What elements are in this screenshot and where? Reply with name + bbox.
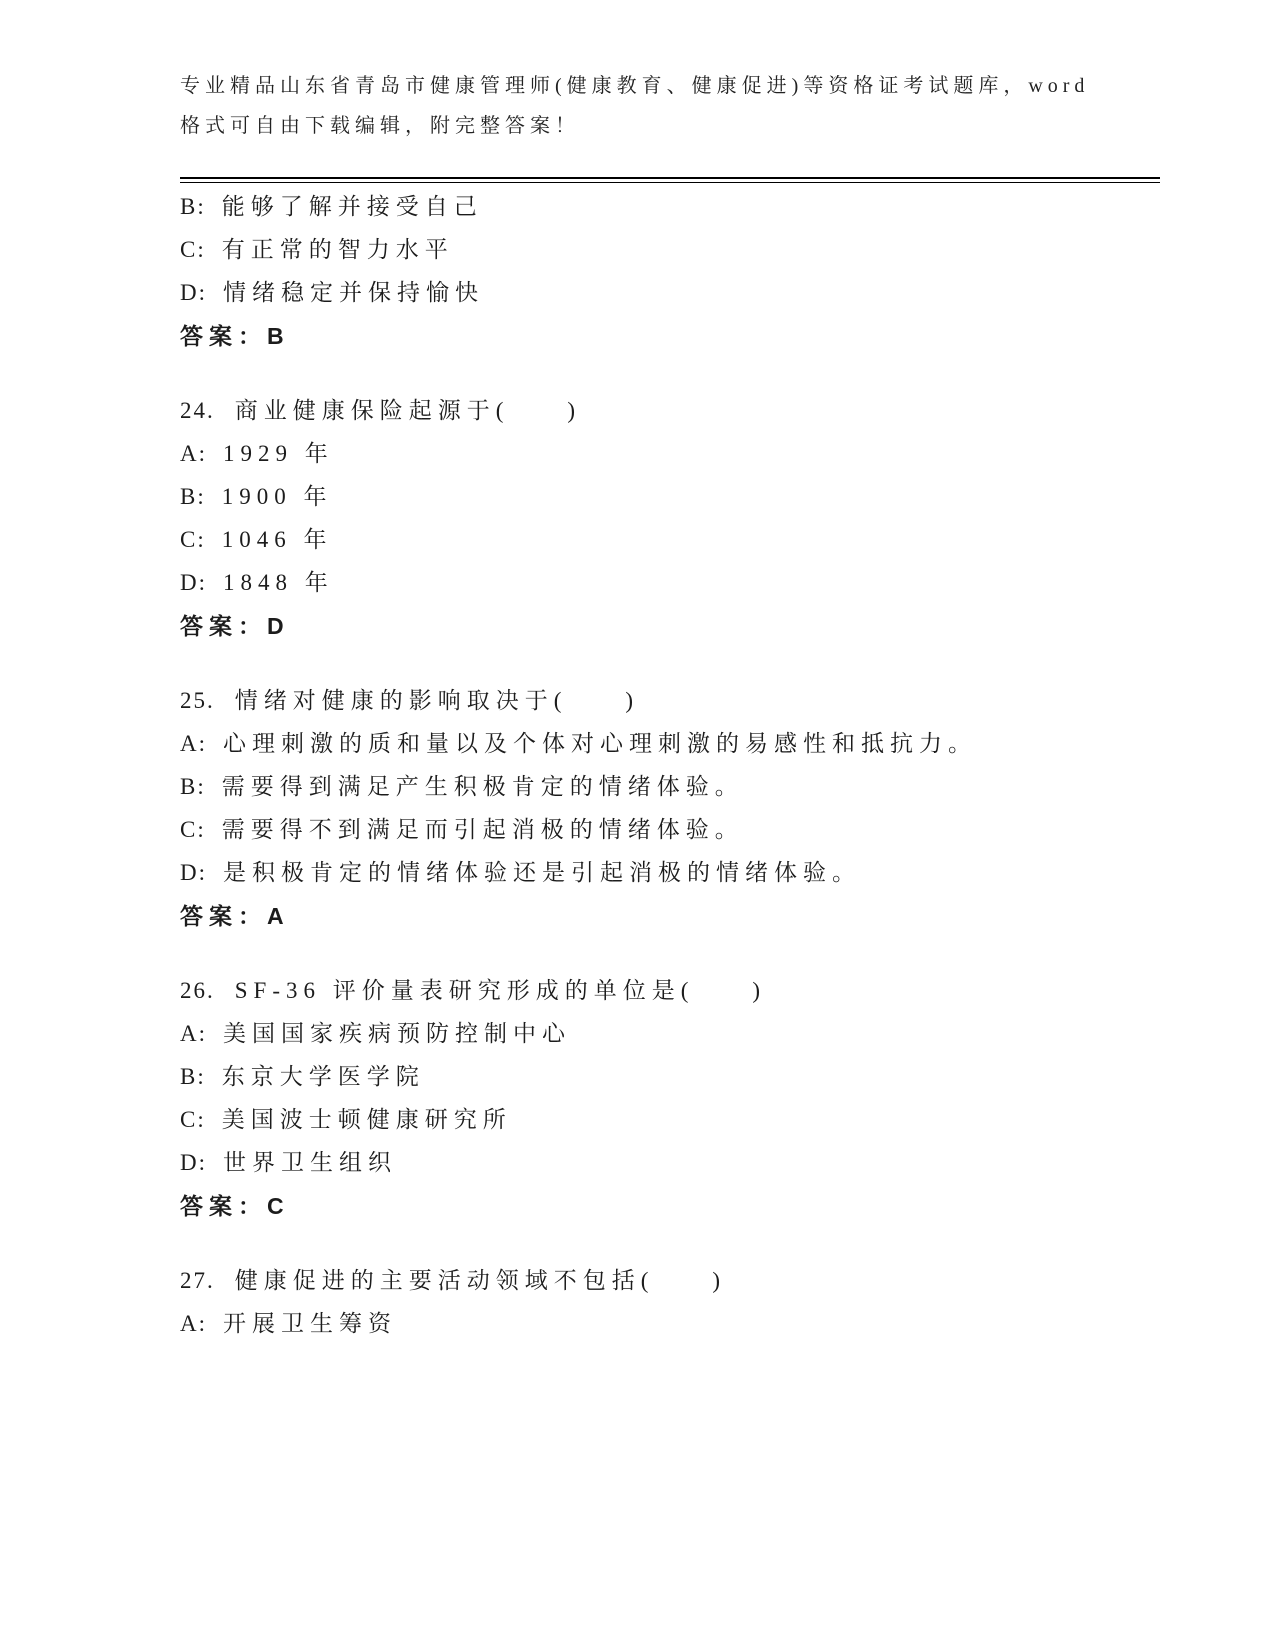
option-label: C:: [180, 527, 206, 552]
option-line: [180, 729, 1164, 759]
question-block: [180, 1266, 1164, 1339]
answer-value: D: [267, 613, 286, 639]
question-number: 26.: [180, 978, 215, 1003]
option-label: C:: [180, 237, 206, 262]
option-text: 开展卫生筹资: [223, 1311, 397, 1336]
option-line: [180, 1062, 1164, 1092]
option-label: C:: [180, 817, 206, 842]
option-line: [180, 278, 1164, 308]
option-line: [180, 858, 1164, 888]
option-label: A:: [180, 441, 207, 466]
answer-line: [180, 611, 1164, 641]
question-title: [180, 976, 1164, 1006]
header-line-1: 专业精品山东省青岛市健康管理师(健康教育、健康促进)等资格证考试题库，word: [180, 75, 1090, 97]
option-line: [180, 1148, 1164, 1178]
option-line: [180, 439, 1164, 469]
header-rule: [180, 177, 1160, 183]
question-block: [180, 686, 1164, 931]
option-text: 心理刺激的质和量以及个体对心理刺激的易感性和抵抗力。: [223, 731, 977, 756]
option-line: [180, 192, 1164, 222]
question-title-text: 商业健康保险起源于( ): [234, 398, 582, 423]
answer-line: [180, 321, 1164, 351]
options-group: [180, 1019, 1164, 1178]
option-text: 1046 年: [221, 527, 333, 552]
answer-line: [180, 901, 1164, 931]
option-text: 1929 年: [223, 441, 334, 466]
option-text: 情绪稳定并保持愉快: [223, 280, 484, 305]
option-text: 有正常的智力水平: [221, 237, 454, 262]
answer-value: A: [267, 903, 286, 929]
option-line: [180, 1019, 1164, 1049]
option-label: A:: [180, 1021, 207, 1046]
answer-line: [180, 1191, 1164, 1221]
option-text: 1900 年: [221, 484, 333, 509]
question-number: 27.: [180, 1268, 215, 1293]
option-label: A:: [180, 731, 207, 756]
option-line: [180, 1105, 1164, 1135]
options-group: [180, 192, 1164, 308]
option-text: 美国波士顿健康研究所: [221, 1107, 512, 1132]
option-text: 是积极肯定的情绪体验还是引起消极的情绪体验。: [223, 860, 861, 885]
option-label: D:: [180, 860, 207, 885]
option-label: D:: [180, 280, 207, 305]
answer-label: 答案：: [180, 613, 267, 639]
option-label: B:: [180, 1064, 206, 1089]
answer-label: 答案：: [180, 1193, 267, 1219]
question-block: [180, 396, 1164, 641]
option-line: [180, 1309, 1164, 1339]
question-title-text: SF-36 评价量表研究形成的单位是( ): [234, 978, 767, 1003]
option-text: 需要得不到满足而引起消极的情绪体验。: [221, 817, 744, 842]
option-text: 需要得到满足产生积极肯定的情绪体验。: [221, 774, 744, 799]
header-line-2: 格式可自由下载编辑，附完整答案！: [180, 115, 580, 137]
answer-value: B: [267, 323, 286, 349]
option-line: [180, 815, 1164, 845]
answer-label: 答案：: [180, 323, 267, 349]
option-label: B:: [180, 194, 206, 219]
option-text: 东京大学医学院: [221, 1064, 425, 1089]
answer-label: 答案：: [180, 903, 267, 929]
answer-value: C: [267, 1193, 286, 1219]
option-line: [180, 772, 1164, 802]
questions-list: [180, 192, 1164, 1339]
option-label: C:: [180, 1107, 206, 1132]
option-text: 美国国家疾病预防控制中心: [223, 1021, 571, 1046]
question-title: [180, 396, 1164, 426]
option-label: A:: [180, 1311, 207, 1336]
question-block: [180, 976, 1164, 1221]
question-block: [180, 192, 1164, 351]
options-group: [180, 1309, 1164, 1339]
question-title-text: 健康促进的主要活动领域不包括( ): [234, 1268, 727, 1293]
question-number: 24.: [180, 398, 215, 423]
question-title: [180, 686, 1164, 716]
option-label: D:: [180, 1150, 207, 1175]
option-line: [180, 525, 1164, 555]
question-title-text: 情绪对健康的影响取决于( ): [234, 688, 640, 713]
option-label: D:: [180, 570, 207, 595]
options-group: [180, 729, 1164, 888]
question-title: [180, 1266, 1164, 1296]
option-label: B:: [180, 774, 206, 799]
question-number: 25.: [180, 688, 215, 713]
option-line: [180, 482, 1164, 512]
page-header: [180, 66, 1164, 146]
option-text: 1848 年: [223, 570, 334, 595]
option-line: [180, 568, 1164, 598]
option-text: 世界卫生组织: [223, 1150, 397, 1175]
option-text: 能够了解并接受自己: [221, 194, 483, 219]
option-line: [180, 235, 1164, 265]
options-group: [180, 439, 1164, 598]
option-label: B:: [180, 484, 206, 509]
